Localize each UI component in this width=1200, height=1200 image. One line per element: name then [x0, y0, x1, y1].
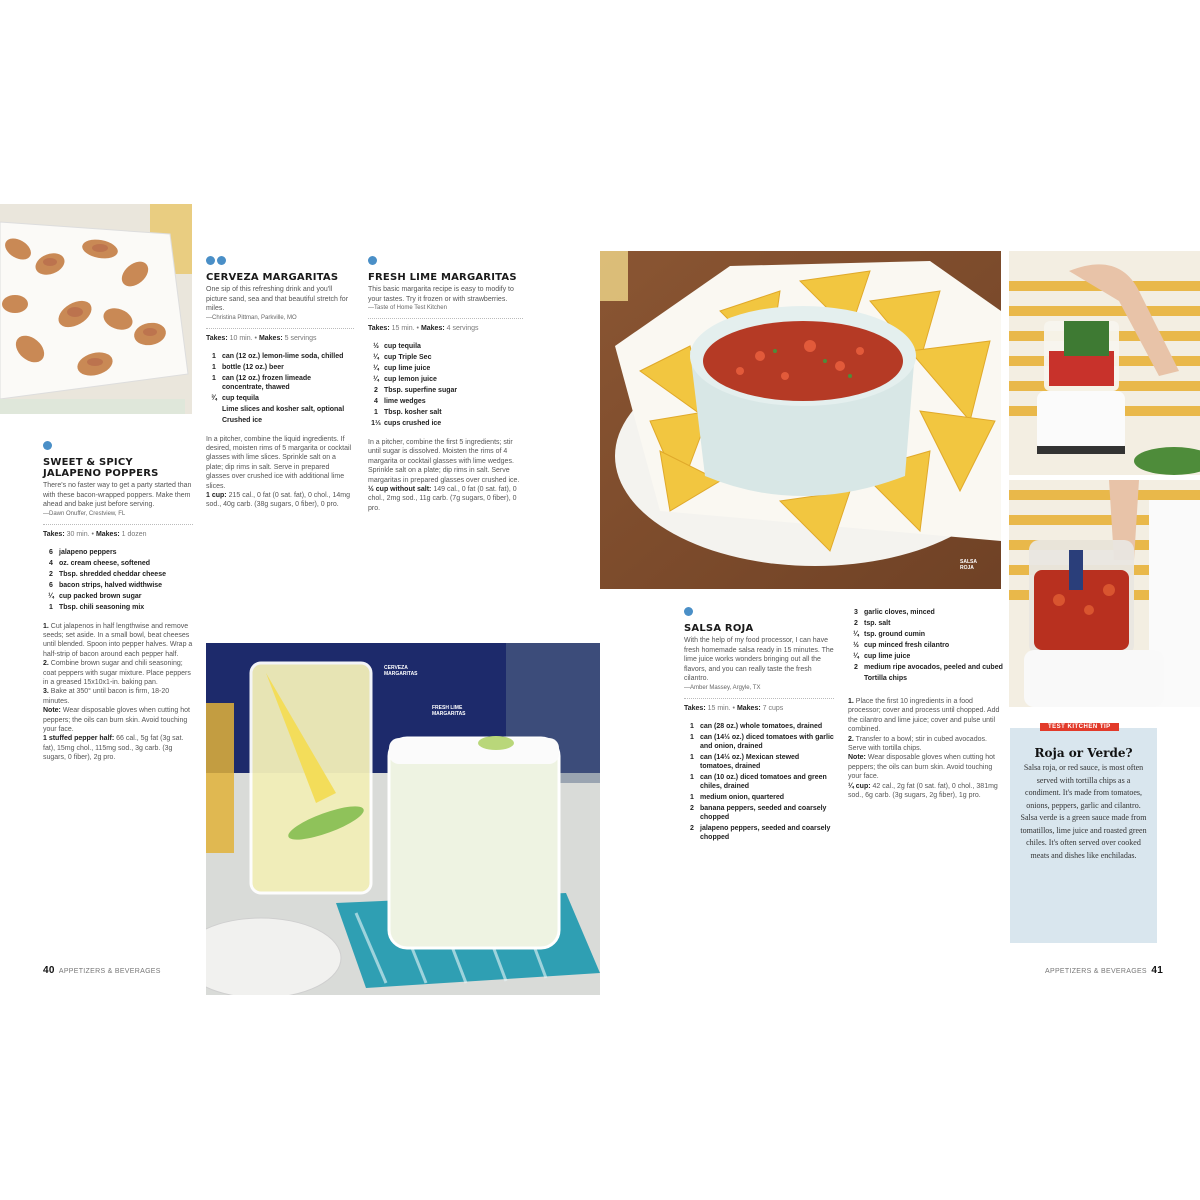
recipe-type-icon — [368, 256, 377, 265]
ingredient-item: ¼ cup lime juice — [853, 653, 911, 660]
recipe-nutrition: 1 stuffed pepper half: 66 cal., 5g fat (3g sat. fat), 15mg chol., 115mg sod., 3g carb. (3g sugars, 0 fiber), 2g pro. — [43, 735, 184, 762]
ingredient-item: 2 jalapeno peppers, seeded and coarsely chopped — [690, 824, 831, 841]
right-folio — [1045, 965, 1163, 976]
photo-caption-cerveza: CERVEZA MARGARITAS — [384, 665, 418, 677]
recipe-salsa — [684, 603, 834, 844]
divider — [206, 328, 354, 329]
photo-caption-salsa: SALSA ROJA — [960, 559, 977, 571]
recipe-type-icon — [684, 607, 693, 616]
ingredient-item: 1 Tbsp. chili seasoning mix — [49, 603, 145, 611]
ingredient-item: 1 can (28 oz.) whole tomatoes, drained — [690, 722, 823, 730]
recipe-meta: Takes: 10 min. • Makes: 5 servings — [206, 334, 317, 342]
margaritas-photo — [206, 643, 600, 995]
ingredient-item: 2 tsp. salt — [854, 620, 891, 627]
recipe-nutrition: 1 cup: 215 cal., 0 fat (0 sat. fat), 0 chol., 14mg sod., 40g carb. (38g sugars, 0 fiber), 0 pro. — [206, 491, 350, 509]
takes-label: Takes: — [43, 530, 65, 538]
recipe-method: In a pitcher, combine the first 5 ingredients; stir until sugar is dissolved. Moisten the rims of 4 margarita or cocktail glasses with lime wedges. Sprinkle salt on a plate; dip rims in salt. Serve margaritas in prepared glasses over crushed ice. — [368, 439, 520, 484]
ingredient-list — [206, 352, 354, 425]
makes-label: Makes: — [95, 530, 120, 538]
tip-body: Salsa roja, or red sauce, is most often served with tortilla chips as a condiment. It's made from tomatoes, onions, peppers, garlic and cilantro. Salsa verde is a green sauce made from tomatillos, lime juice and roasted green chiles. It's often served over cooked meats and dishes like enchiladas. — [1020, 763, 1147, 860]
recipe-type-icon — [206, 256, 215, 265]
recipe-intro: There's no faster way to get a party started than with these bacon-wrapped poppers. Make them ahead and bake just before serving. — [43, 482, 192, 508]
ingredient-item: ¼ cup lime juice — [373, 365, 431, 372]
ingredient-item: 4 lime wedges — [374, 398, 426, 405]
step: 2. Transfer to a bowl; stir in cubed avocados. Serve with tortilla chips. — [848, 735, 987, 753]
ingredient-item: 1 can (10 oz.) diced tomatoes and green chiles, drained — [690, 773, 827, 790]
ingredient-item: 1 can (12 oz.) frozen limeade concentrate, thawed — [212, 374, 312, 391]
step: 2. Combine brown sugar and chili seasoning; coat peppers with sugar mixture. Place peppers in a greased 15x10x1-in. baking pan. — [43, 660, 191, 686]
section-name: APPETIZERS & BEVERAGES — [58, 968, 161, 975]
page-number: 40 — [43, 965, 55, 976]
recipe-steps — [43, 622, 193, 763]
recipe-meta: Takes: 15 min. • Makes: 4 servings — [368, 325, 479, 332]
ingredient-item: 2 medium ripe avocados, peeled and cubed — [854, 664, 1003, 671]
process-photo-top — [1009, 251, 1200, 475]
step: 1. Cut jalapenos in half lengthwise and remove seeds; set aside. In a small bowl, beat cheeses until blended. Spoon into pepper halves. Wrap a half-strip of bacon around each pepper half. — [43, 622, 193, 658]
tip-title: Roja or Verde? — [1034, 746, 1133, 760]
step: 3. Bake at 350° until bacon is firm, 18-20 minutes. — [43, 688, 170, 705]
ingredient-item: 6 bacon strips, halved widthwise — [49, 581, 163, 589]
takes-value: 30 min. — [66, 530, 90, 538]
ingredient-item: 3 garlic cloves, minced — [854, 609, 935, 616]
tip-box — [1010, 728, 1157, 943]
recipe-steps — [368, 438, 523, 513]
recipe-byline: —Dawn Onuffer, Crestview, FL — [43, 510, 126, 517]
makes-value: 1 dozen — [121, 530, 147, 538]
recipe-note: Note: Wear disposable gloves when cutting hot peppers; the oils can burn skin. Avoid touching your face. — [848, 754, 995, 781]
ingredient-item: 6 jalapeno peppers — [49, 548, 117, 556]
ingredient-list — [368, 342, 523, 428]
ingredient-item: ¼ cup packed brown sugar — [48, 592, 142, 600]
recipe-meta: Takes: 30 min. • Makes: 1 dozen — [43, 530, 147, 538]
recipe-fresh-lime — [368, 252, 523, 513]
ingredient-item: 1 can (14½ oz.) Mexican stewed tomatoes, drained — [690, 753, 800, 770]
step: 1. Place the first 10 ingredients in a food processor; cover and process until chopped. Add the cilantro and lime juice; cover and pulse until combined. — [848, 698, 1000, 734]
section-name: APPETIZERS & BEVERAGES — [1045, 968, 1147, 975]
ingredient-item: 2 Tbsp. shredded cheddar cheese — [49, 570, 166, 578]
ingredient-item: 1 Tbsp. kosher salt — [374, 409, 442, 416]
recipe-type-icon — [43, 441, 52, 450]
photo-caption-fresh-lime: FRESH LIME MARGARITAS — [432, 705, 466, 717]
recipe-title: SALSA ROJA — [684, 623, 754, 634]
recipe-intro: With the help of my food processor, I can have fresh homemade salsa ready in 15 minutes. The lime juice works wonders bringing out all the flavors, and you can really taste the fresh cilantro. — [684, 637, 834, 682]
recipe-poppers — [43, 437, 193, 763]
recipe-steps — [206, 435, 354, 510]
recipe-nutrition: ¼ cup: 42 cal., 2g fat (0 sat. fat), 0 chol., 381mg sod., 6g carb. (3g sugars, 2g fiber), 1g pro. — [848, 782, 998, 800]
ingredient-item: ½ cup tequila — [373, 343, 421, 350]
ingredient-item: ¾ cup tequila — [211, 394, 259, 402]
ingredient-item: 1⅓ cups crushed ice — [371, 420, 442, 427]
ingredient-item: 1 can (12 oz.) lemon-lime soda, chilled — [212, 352, 344, 360]
left-folio — [43, 965, 161, 976]
recipe-title: SWEET & SPICY JALAPENO POPPERS — [43, 457, 159, 479]
ingredient-item: ¼ cup Triple Sec — [373, 354, 432, 361]
recipe-title: CERVEZA MARGARITAS — [206, 272, 339, 283]
tip-tag: TEST KITCHEN TIP — [1040, 723, 1119, 731]
poppers-photo — [0, 204, 192, 414]
tip-sidebar — [1010, 724, 1157, 943]
recipe-type-icon — [217, 256, 226, 265]
divider — [43, 524, 193, 525]
divider — [684, 698, 834, 699]
recipe-steps — [848, 697, 1003, 800]
recipe-byline: —Taste of Home Test Kitchen — [368, 305, 447, 311]
ingredient-list — [43, 548, 193, 612]
ingredient-item: 2 banana peppers, seeded and coarsely chopped — [690, 804, 827, 821]
process-photo-bottom — [1009, 480, 1200, 707]
page-number: 41 — [1151, 965, 1164, 976]
recipe-byline: —Christina Pittman, Parkville, MO — [206, 314, 297, 321]
recipe-title: FRESH LIME MARGARITAS — [368, 272, 517, 283]
ingredient-item: 4 oz. cream cheese, softened — [49, 559, 151, 567]
recipe-salsa-col2 — [848, 598, 1003, 800]
recipe-intro: This basic margarita recipe is easy to modify to your tastes. Try it frozen or with strawberries. — [368, 286, 514, 303]
ingredient-item: ¼ tsp. ground cumin — [853, 631, 926, 638]
recipe-cerveza — [206, 252, 354, 510]
ingredient-list — [848, 608, 1003, 683]
recipe-method: In a pitcher, combine the liquid ingredients. If desired, moisten rims of 5 margarita or cocktail glasses with lime slices. Sprinkle salt on a plate; dip rims in salt. Serve in prepared glasses over crushed ice with additional lime slices. — [206, 435, 352, 490]
recipe-byline: —Amber Massey, Argyle, TX — [684, 684, 761, 691]
ingredient-item: 1 can (14½ oz.) diced tomatoes with garlic and onion, drained — [690, 733, 834, 750]
recipe-meta: Takes: 15 min. • Makes: 7 cups — [684, 704, 784, 712]
ingredient-item: ½ cup minced fresh cilantro — [853, 642, 950, 649]
ingredient-list — [684, 722, 834, 842]
recipe-nutrition: ½ cup without salt: 149 cal., 0 fat (0 sat. fat), 0 chol., 2mg sod., 11g carb. (7g sugars, 0 fiber), 0 pro. — [368, 486, 517, 512]
salsa-photo — [600, 251, 1001, 589]
ingredient-item: 1 medium onion, quartered — [690, 793, 785, 801]
ingredient-item: Lime slices and kosher salt, optional — [222, 405, 345, 413]
ingredient-item: ¼ cup lemon juice — [373, 376, 437, 383]
divider — [368, 318, 523, 319]
ingredient-item: 2 Tbsp. superfine sugar — [374, 387, 458, 394]
ingredient-item: 1 bottle (12 oz.) beer — [212, 363, 284, 371]
recipe-intro: One sip of this refreshing drink and you'll picture sand, sea and that beautiful stretch for miles. — [206, 286, 349, 312]
recipe-note: Note: Wear disposable gloves when cutting hot peppers; the oils can burn skin. Avoid touching your face. — [43, 707, 190, 733]
ingredient-item: Tortilla chips — [864, 675, 908, 682]
ingredient-item: Crushed ice — [222, 416, 263, 424]
